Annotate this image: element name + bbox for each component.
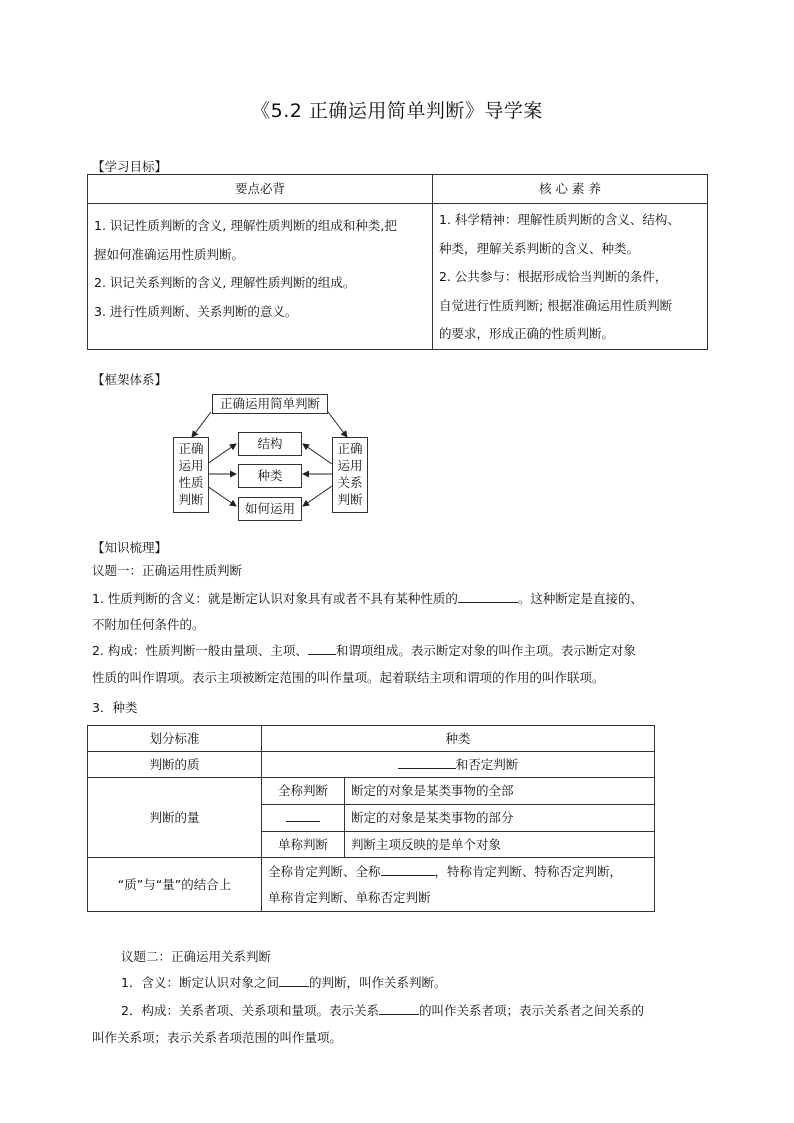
diagram-left-line: 正确 [178, 441, 204, 456]
text-span: 的叫作关系者项；表示关系者之间关系的 [418, 1003, 644, 1018]
goals-right-line: 自觉进行性质判断; 根据准确运用性质判断 [439, 297, 673, 313]
diagram-left-line: 判断 [178, 492, 204, 507]
kinds-quantity-desc: 判断主项反映的是单个对象 [345, 832, 655, 858]
goals-left-line: 3. 进行性质判断、关系判断的意义。 [94, 303, 298, 319]
text-span: 全称肯定判断、全称 [268, 863, 381, 879]
goals-left-cell [88, 204, 433, 350]
kinds-row-quality-value [262, 752, 655, 778]
fill-blank[interactable] [381, 863, 435, 876]
goals-right-line: 1. 科学精神：理解性质判断的含义、结构、 [439, 212, 680, 227]
fill-blank[interactable] [286, 809, 320, 822]
goals-header-right: 核 心 素 养 [433, 175, 708, 204]
fill-blank[interactable] [308, 642, 336, 655]
text-span: 1．含义：断定认识对象之间 [121, 975, 279, 990]
text-span: 1. 性质判断的含义：就是断定认识对象具有或者不具有某种性质的 [92, 591, 458, 606]
diagram-right-line: 运用 [337, 458, 363, 473]
kinds-quantity-type-blank [262, 805, 345, 832]
goals-table [87, 174, 708, 350]
diagram-usage-box: 如何运用 [238, 497, 302, 521]
fill-blank[interactable] [398, 756, 456, 769]
diagram-left-box [173, 437, 209, 513]
topic1-paragraph2-cont: 性质的叫作谓项。表示主项被断定范围的叫作量项。起着联结主项和谓项的作用的叫作联项。 [92, 670, 605, 685]
topic2-heading: 议题二：正确运用关系判断 [121, 949, 272, 964]
text-span: 。这种断定是直接的、 [517, 591, 643, 606]
kinds-quantity-desc: 断定的对象是某类事物的部分 [345, 805, 655, 832]
fill-blank[interactable] [458, 590, 518, 603]
diagram-right-line: 正确 [337, 441, 363, 456]
kinds-quantity-desc: 断定的对象是某类事物的全部 [345, 778, 655, 805]
topic1-paragraph1-cont: 不附加任何条件的。 [92, 617, 205, 632]
diagram-structure-box: 结构 [238, 432, 302, 456]
goals-header-left: 要点必背 [88, 175, 433, 204]
text-span: 单称肯定判断、单称否定判断 [268, 889, 431, 905]
text-span: 和谓项组成。表示断定对象的叫作主项。表示断定对象 [335, 643, 636, 658]
diagram-right-box [332, 437, 368, 513]
kinds-quantity-type: 单称判断 [262, 832, 345, 858]
kinds-row-quality-label: 判断的质 [88, 752, 262, 778]
diagram-left-line: 运用 [178, 458, 204, 473]
page-title: 《5.2 正确运用简单判断》导学案 [251, 100, 543, 122]
topic1-paragraph1 [92, 589, 643, 609]
framework-diagram [170, 394, 370, 520]
text-span: 和否定判断 [455, 756, 519, 772]
topic1-heading: 议题一：正确运用性质判断 [92, 563, 243, 578]
kinds-row-combined-label: “质”与“量”的结合上 [88, 858, 262, 912]
goals-right-line: 的要求，形成正确的性质判断。 [439, 326, 615, 341]
text-span: ，特称肯定判断、特称否定判断， [434, 863, 623, 879]
topic2-paragraph2-cont: 叫作关系项；表示关系者项范围的叫作量项。 [92, 1030, 343, 1045]
topic2-paragraph1 [121, 973, 446, 993]
kinds-quantity-type: 全称判断 [262, 778, 345, 805]
goals-left-line: 2. 识记关系判断的含义, 理解性质判断的组成。 [94, 275, 356, 290]
diagram-right-line: 关系 [337, 475, 363, 490]
diagram-top-box: 正确运用简单判断 [212, 394, 328, 414]
diagram-right-line: 判断 [337, 492, 363, 507]
goals-right-line: 种类，理解关系判断的含义、种类。 [439, 240, 640, 256]
kinds-header-kinds: 种类 [262, 726, 655, 752]
framework-heading: 【框架体系】 [92, 372, 168, 387]
goals-left-line: 握如何准确运用性质判断。 [94, 246, 245, 262]
goals-right-cell [433, 204, 708, 350]
text-span: 2. 构成：性质判断一般由量项、主项、 [92, 643, 308, 658]
topic2-paragraph2 [121, 1001, 644, 1021]
text-span: 2．构成：关系者项、关系项和量项。表示关系 [121, 1003, 379, 1018]
fill-blank[interactable] [379, 1002, 419, 1015]
kinds-table [87, 725, 655, 912]
kinds-row-quantity-label: 判断的量 [88, 778, 262, 858]
diagram-left-line: 性质 [178, 475, 204, 490]
diagram-kinds-box: 种类 [238, 464, 302, 488]
text-span: 的判断，叫作关系判断。 [308, 975, 447, 990]
kinds-header-standard: 划分标准 [88, 726, 262, 752]
goals-heading: 【学习目标】 [92, 159, 168, 174]
knowledge-heading: 【知识梳理】 [92, 540, 168, 555]
fill-blank[interactable] [279, 974, 309, 987]
topic1-paragraph3: 3．种类 [92, 700, 138, 715]
kinds-row-combined-value [262, 858, 655, 912]
topic1-paragraph2 [92, 641, 636, 661]
goals-left-line: 1. 识记性质判断的含义, 理解性质判断的组成和种类,把 [94, 218, 397, 233]
goals-right-line: 2. 公共参与：根据形成恰当判断的条件， [439, 269, 668, 284]
